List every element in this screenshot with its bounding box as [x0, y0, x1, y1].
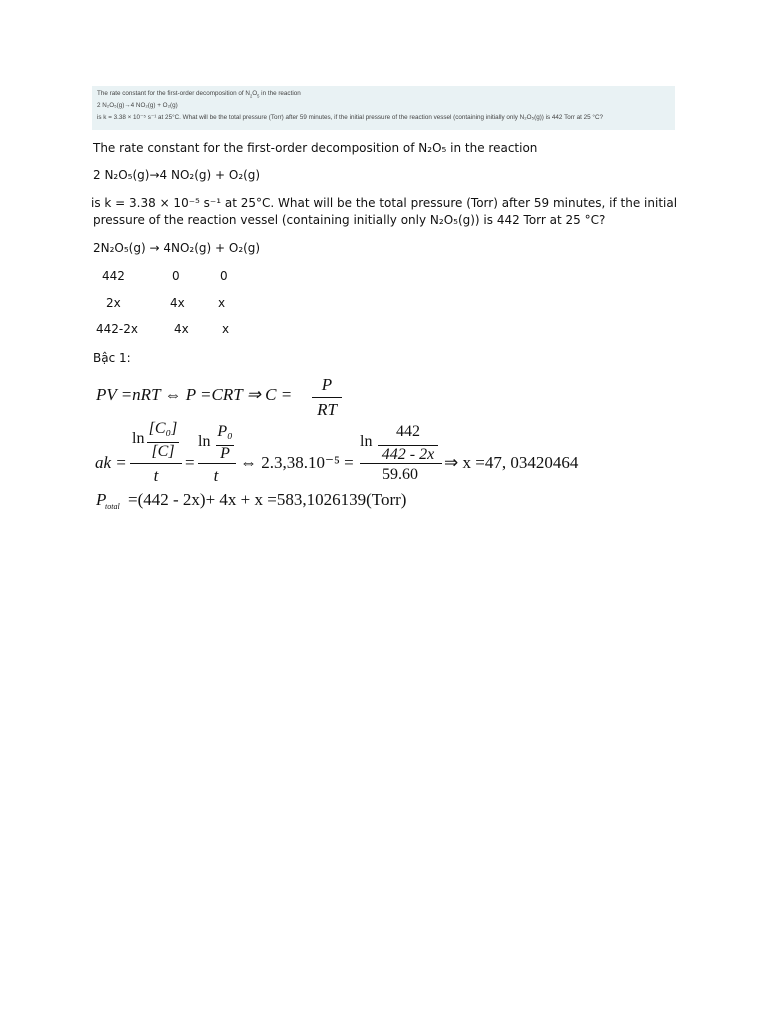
formula-2-middle: ⇔ 2.3,38.10⁻⁵ =	[240, 453, 354, 472]
formula-2-ak: ak =	[95, 453, 127, 472]
table-cell-r1c1: 442	[102, 269, 125, 283]
formula-3-rest: =(442 - 2x)+ 4x + x =583,1026139(Torr)	[128, 490, 407, 509]
step-label: Bậc 1:	[93, 351, 131, 365]
formula-3-p: P	[96, 490, 107, 509]
formula-2-c: [C]	[151, 443, 175, 460]
formula-2-fraction-bar-2	[198, 463, 236, 464]
table-cell-r2c3: x	[218, 296, 226, 310]
formula-2-442: 442	[396, 423, 420, 440]
formula-2-fraction-bar-3	[360, 463, 442, 464]
formula-1-left: PV =nRT ⇔ P =CRT ⇒ C =	[96, 385, 293, 404]
table-cell-r2c2: 4x	[170, 296, 185, 310]
formula-2-ln-2: ln	[198, 433, 211, 450]
question-line-a: is k = 3.38 × 10⁻⁵ s⁻¹ at 25°C. What will be the total pressure (Torr) after 59 minutes, if the initial	[91, 196, 678, 210]
formula-2-442-2x: 442 - 2x	[381, 446, 435, 463]
question-screenshot	[92, 86, 675, 130]
table-cell-r3c1: 442-2x	[96, 322, 138, 336]
formula-2-ln-1: ln	[132, 430, 145, 447]
formula-2-t1: t	[153, 466, 159, 485]
formula-2-p0: P₀	[217, 423, 233, 440]
question-line-b: pressure of the reaction vessel (containing initially only N₂O₅(g)) is 442 Torr at 25 °C?	[93, 213, 606, 227]
screenshot-line-1: The rate constant for the first-order decomposition of $N_2O_5$ in the reaction	[97, 90, 301, 99]
question-intro: The rate constant for the first-order decomposition of N₂O₅ in the reaction	[93, 141, 538, 155]
table-cell-r3c2: 4x	[174, 322, 189, 336]
table-cell-r3c3: x	[222, 322, 230, 336]
formula-2-equals-1: =	[185, 453, 195, 472]
formula-2-p: P	[220, 445, 230, 462]
table-cell-r1c3: 0	[220, 269, 228, 283]
formula-1-numerator: P	[321, 375, 333, 394]
solution-equation: 2N₂O₅(g) → 4NO₂(g) + O₂(g)	[93, 241, 261, 255]
formula-2-denominator: 59.60	[382, 466, 418, 483]
question-reaction: 2 N₂O₅(g)→4 NO₂(g) + O₂(g)	[93, 168, 261, 182]
formula-1-denominator: RT	[317, 400, 337, 419]
formula-2-result: ⇒ x =47, 03420464	[444, 453, 579, 472]
table-cell-r1c2: 0	[172, 269, 180, 283]
screenshot-line-2: 2 N₂O₅(g)→4 NO₂(g) + O₂(g)	[97, 102, 178, 109]
formula-1-fraction-bar	[312, 397, 342, 398]
formula-2-c0: [C₀]	[148, 420, 178, 437]
table-cell-r2c1: 2x	[106, 296, 121, 310]
formula-3-subscript: total	[105, 502, 120, 511]
formula-2-ln-3: ln	[360, 433, 373, 450]
screenshot-line-3: is k = 3.38 × 10⁻⁵ s⁻¹ at 25°C. What will be the total pressure (Torr) after 59 minutes, if the initial pressure of the reaction vessel (containing initially only N₂O₅(g)) is 442 Torr at 25 °C?	[97, 114, 603, 121]
formula-2-t2: t	[213, 466, 219, 485]
formula-2-fraction-bar-1	[130, 463, 182, 464]
